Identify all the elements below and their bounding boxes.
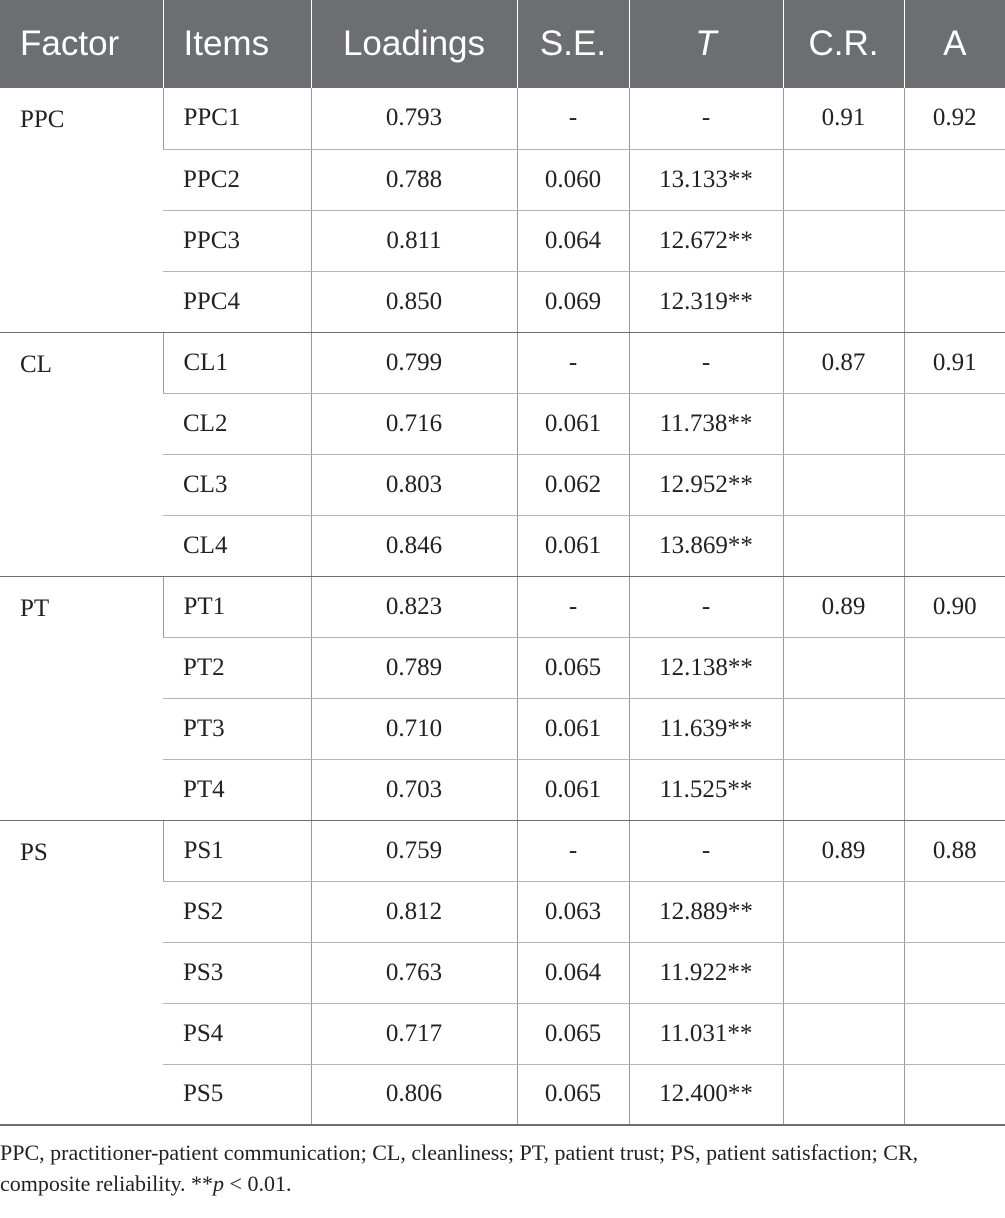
item-cell: CL2: [163, 393, 311, 454]
t-cell: 11.031**: [629, 1003, 783, 1064]
loading-cell: 0.793: [311, 88, 517, 149]
loading-cell: 0.811: [311, 210, 517, 271]
header-factor: Factor: [0, 0, 163, 88]
a-cell: 0.91: [904, 332, 1005, 393]
header-items: Items: [163, 0, 311, 88]
se-cell: -: [517, 576, 629, 637]
item-cell: PS4: [163, 1003, 311, 1064]
cr-cell-empty: [783, 942, 904, 1003]
factor-cell: PPC: [0, 88, 163, 332]
item-cell: PPC3: [163, 210, 311, 271]
cr-cell: 0.89: [783, 820, 904, 881]
cr-cell-empty: [783, 1064, 904, 1125]
header-cr: C.R.: [783, 0, 904, 88]
a-cell-empty: [904, 942, 1005, 1003]
a-cell-empty: [904, 881, 1005, 942]
loading-cell: 0.763: [311, 942, 517, 1003]
cr-cell-empty: [783, 698, 904, 759]
a-cell-empty: [904, 515, 1005, 576]
loading-cell: 0.850: [311, 271, 517, 332]
table-body: [0, 88, 1005, 1125]
t-cell: 11.738**: [629, 393, 783, 454]
se-cell: 0.069: [517, 271, 629, 332]
header-t: T: [629, 0, 783, 88]
cr-cell-empty: [783, 1003, 904, 1064]
a-cell-empty: [904, 393, 1005, 454]
se-cell: 0.063: [517, 881, 629, 942]
t-cell: 12.672**: [629, 210, 783, 271]
header-se: S.E.: [517, 0, 629, 88]
table-row: [0, 88, 1005, 149]
factor-cell: PT: [0, 576, 163, 820]
loading-cell: 0.799: [311, 332, 517, 393]
loading-cell: 0.803: [311, 454, 517, 515]
t-cell: 12.952**: [629, 454, 783, 515]
footnote-text: PPC, practitioner-patient communication; CL, cleanliness; PT, patient trust; PS, patient satisfaction; CR, composite reliability. **: [0, 1140, 919, 1196]
cr-cell: 0.91: [783, 88, 904, 149]
cr-cell-empty: [783, 759, 904, 820]
t-cell: 13.133**: [629, 149, 783, 210]
loading-cell: 0.717: [311, 1003, 517, 1064]
t-cell: 11.639**: [629, 698, 783, 759]
item-cell: PT3: [163, 698, 311, 759]
table-row: [0, 820, 1005, 881]
se-cell: 0.064: [517, 210, 629, 271]
loading-cell: 0.759: [311, 820, 517, 881]
cr-cell-empty: [783, 454, 904, 515]
item-cell: PS3: [163, 942, 311, 1003]
cr-cell-empty: [783, 637, 904, 698]
t-cell: 12.889**: [629, 881, 783, 942]
loading-cell: 0.789: [311, 637, 517, 698]
loading-cell: 0.812: [311, 881, 517, 942]
item-cell: CL3: [163, 454, 311, 515]
se-cell: 0.061: [517, 515, 629, 576]
factor-cell: PS: [0, 820, 163, 1125]
t-cell: 12.400**: [629, 1064, 783, 1125]
item-cell: CL4: [163, 515, 311, 576]
a-cell: 0.90: [904, 576, 1005, 637]
a-cell: 0.92: [904, 88, 1005, 149]
se-cell: -: [517, 332, 629, 393]
se-cell: 0.065: [517, 1064, 629, 1125]
loading-cell: 0.703: [311, 759, 517, 820]
se-cell: 0.062: [517, 454, 629, 515]
header-a: A: [904, 0, 1005, 88]
loading-cell: 0.710: [311, 698, 517, 759]
t-cell: 12.319**: [629, 271, 783, 332]
se-cell: -: [517, 820, 629, 881]
t-cell: 11.922**: [629, 942, 783, 1003]
loading-cell: 0.846: [311, 515, 517, 576]
header-loadings: Loadings: [311, 0, 517, 88]
t-cell: -: [629, 820, 783, 881]
a-cell-empty: [904, 637, 1005, 698]
a-cell-empty: [904, 271, 1005, 332]
item-cell: PT4: [163, 759, 311, 820]
loading-cell: 0.806: [311, 1064, 517, 1125]
table-header-row: [0, 0, 1005, 88]
a-cell: 0.88: [904, 820, 1005, 881]
item-cell: PPC4: [163, 271, 311, 332]
t-cell: 12.138**: [629, 637, 783, 698]
a-cell-empty: [904, 1064, 1005, 1125]
item-cell: PS2: [163, 881, 311, 942]
cr-cell-empty: [783, 515, 904, 576]
footnote-p-symbol: p: [213, 1171, 225, 1196]
t-cell: 13.869**: [629, 515, 783, 576]
item-cell: PPC2: [163, 149, 311, 210]
cr-cell-empty: [783, 393, 904, 454]
loading-cell: 0.788: [311, 149, 517, 210]
a-cell-empty: [904, 149, 1005, 210]
table-row: [0, 332, 1005, 393]
se-cell: 0.061: [517, 393, 629, 454]
loading-cell: 0.823: [311, 576, 517, 637]
cr-cell-empty: [783, 881, 904, 942]
a-cell-empty: [904, 698, 1005, 759]
se-cell: -: [517, 88, 629, 149]
item-cell: PT1: [163, 576, 311, 637]
t-cell: -: [629, 332, 783, 393]
item-cell: PS1: [163, 820, 311, 881]
cr-cell-empty: [783, 210, 904, 271]
item-cell: CL1: [163, 332, 311, 393]
factor-cell: CL: [0, 332, 163, 576]
se-cell: 0.065: [517, 637, 629, 698]
item-cell: PPC1: [163, 88, 311, 149]
t-cell: -: [629, 88, 783, 149]
se-cell: 0.061: [517, 698, 629, 759]
item-cell: PS5: [163, 1064, 311, 1125]
cr-cell-empty: [783, 271, 904, 332]
se-cell: 0.064: [517, 942, 629, 1003]
loading-cell: 0.716: [311, 393, 517, 454]
t-cell: 11.525**: [629, 759, 783, 820]
t-cell: -: [629, 576, 783, 637]
a-cell-empty: [904, 1003, 1005, 1064]
footnote-tail: < 0.01.: [224, 1171, 292, 1196]
a-cell-empty: [904, 210, 1005, 271]
cr-cell-empty: [783, 149, 904, 210]
cr-cell: 0.87: [783, 332, 904, 393]
item-cell: PT2: [163, 637, 311, 698]
table-footnote: [0, 1137, 990, 1199]
se-cell: 0.065: [517, 1003, 629, 1064]
a-cell-empty: [904, 454, 1005, 515]
cr-cell: 0.89: [783, 576, 904, 637]
a-cell-empty: [904, 759, 1005, 820]
se-cell: 0.060: [517, 149, 629, 210]
se-cell: 0.061: [517, 759, 629, 820]
table-row: [0, 576, 1005, 637]
